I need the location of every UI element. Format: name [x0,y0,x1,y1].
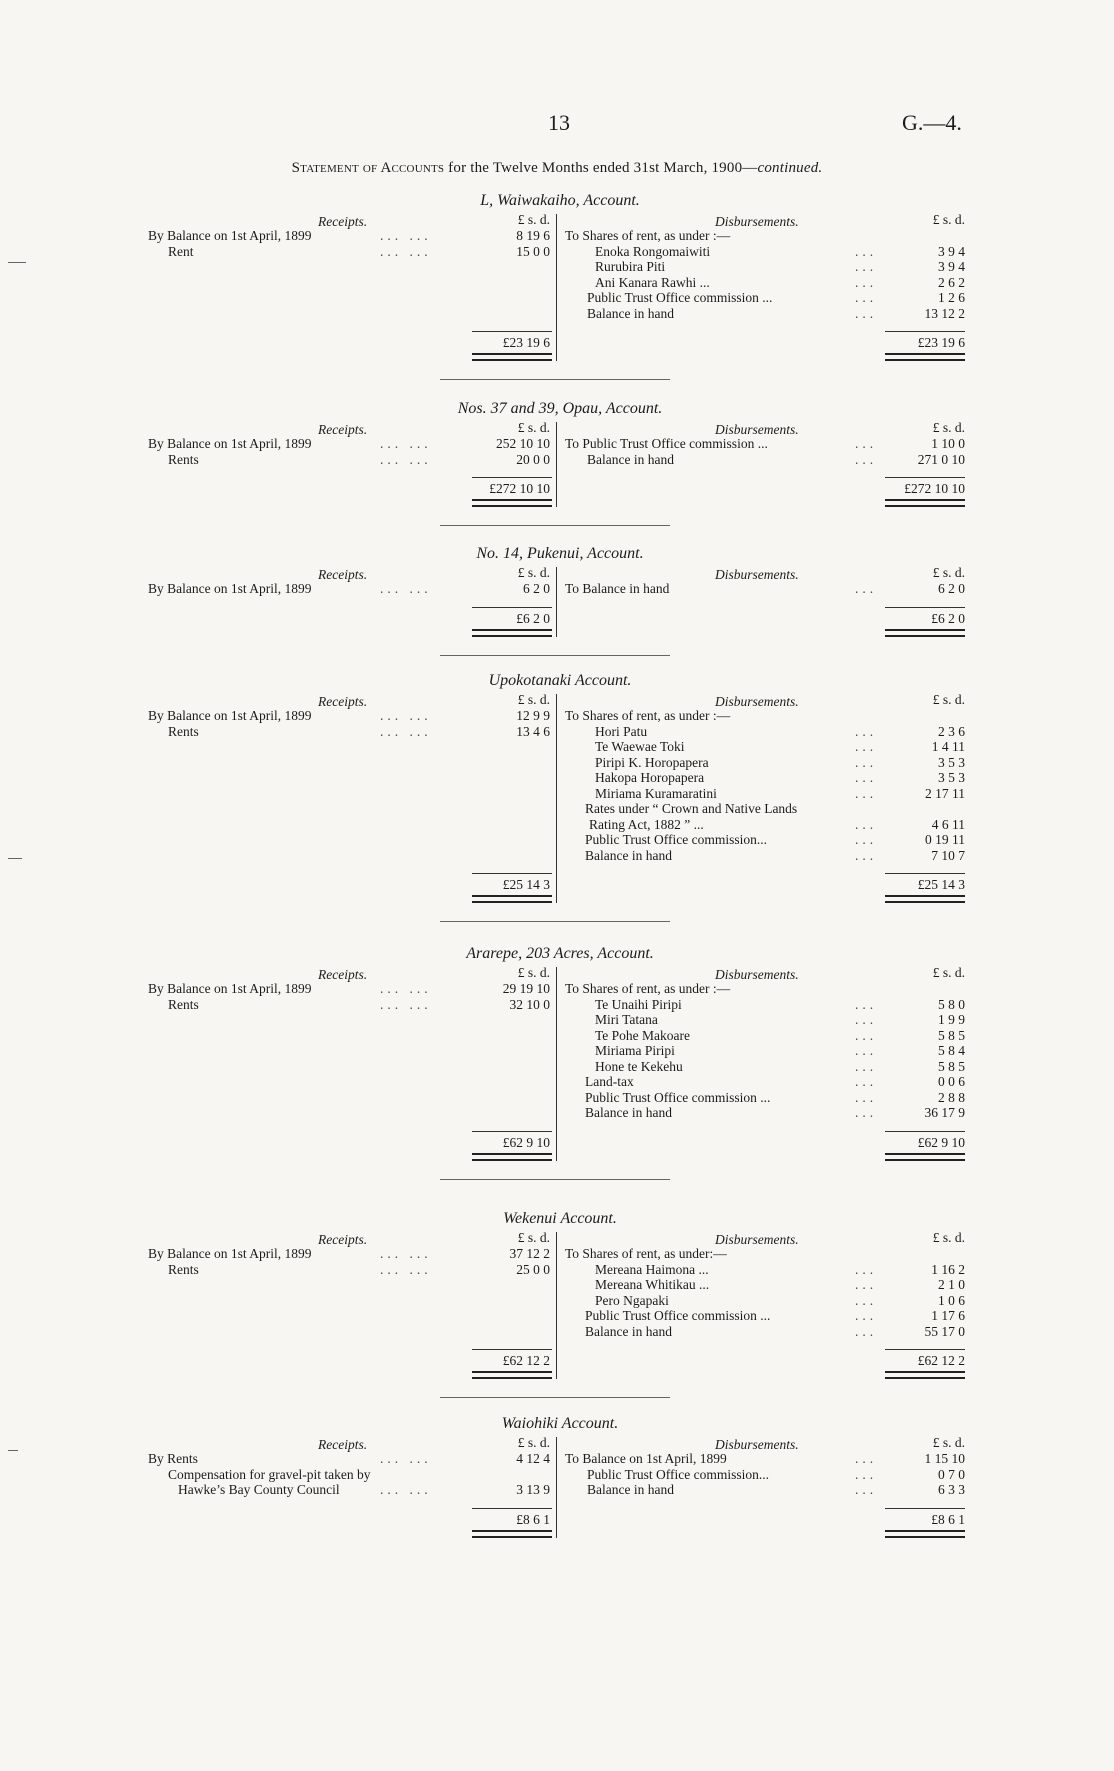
disbursement-label: Balance in hand [587,451,674,467]
receipt-amount: 29 19 10 [502,981,550,996]
receipts-heading: Receipts. [318,694,368,709]
leader-dots: ... ... [380,708,432,723]
account-title [360,1415,760,1433]
leader-dots: ... ... [380,1246,432,1261]
account-separator [440,655,670,656]
receipts-heading: Receipts. [318,422,368,437]
subtotal-rule-disbursements [885,331,965,332]
disbursements-total: £62 9 10 [917,1134,965,1150]
disbursement-label: Te Waewae Toki [595,739,685,754]
total-double-rule-disbursements [885,1530,965,1538]
receipts-heading: Receipts. [318,967,368,982]
disbursement-amount: 3 9 4 [938,243,965,259]
total-double-rule-receipts [472,1153,552,1161]
total-double-rule-disbursements [885,629,965,637]
disbursement-label: Public Trust Office commission... [585,832,768,847]
lsd-header-disbursements: £ s. d. [932,420,965,435]
disbursement-amount: 1 16 2 [931,1261,965,1277]
leader-dots: ... [855,1043,878,1058]
account-separator [440,1397,670,1398]
disbursement-label: To Shares of rent, as under :— [565,981,731,996]
lsd-header-receipts: £ s. d. [517,1230,550,1245]
subtotal-rule-receipts [472,873,552,874]
receipt-amount: 3 13 9 [516,1482,550,1497]
disbursement-label: Hori Patu [595,723,648,739]
disbursement-label: Balance in hand [585,847,672,863]
disbursement-label: Te Unaihi Piripi [595,996,682,1012]
receipt-label: Rents [168,1261,199,1277]
account-title-italic: Nos. [457,400,487,417]
leader-dots: ... [855,770,878,785]
receipts-total: £6 2 0 [516,610,550,626]
disbursement-amount: 1 15 10 [924,1451,965,1466]
disbursement-amount: 1 0 6 [938,1292,965,1308]
total-double-rule-receipts [472,499,552,507]
disbursement-label: Public Trust Office commission... [587,1466,770,1482]
receipt-label: By Balance on 1st April, 1899 [148,981,312,996]
leader-dots: ... ... [380,581,432,596]
leader-dots: ... ... [380,228,432,243]
disbursement-label: Miriama Kuramaratini [595,785,717,801]
leader-dots: ... ... [380,996,432,1012]
receipt-amount: 20 0 0 [516,451,550,467]
total-double-rule-receipts [472,1371,552,1379]
disbursement-amount: 0 7 0 [938,1466,965,1482]
subtotal-rule-disbursements [885,607,965,608]
disbursement-label: Public Trust Office commission ... [587,290,773,305]
disbursement-amount: 1 2 6 [938,290,965,305]
leader-dots: ... [855,754,878,770]
receipt-amount: 25 0 0 [516,1261,550,1277]
column-divider [556,967,557,1161]
page-reference: G.—4. [902,110,962,135]
leader-dots: ... [855,305,878,321]
leader-dots: ... [855,1261,878,1277]
receipt-label: Rent [168,243,194,259]
disbursements-total: £25 14 3 [917,877,965,892]
disbursement-label: To Balance in hand [565,581,670,596]
disbursements-total: £272 10 10 [904,481,965,496]
page-number: 13 [548,110,570,135]
receipt-label: By Balance on 1st April, 1899 [148,1246,312,1261]
lsd-header-receipts: £ s. d. [517,565,550,580]
leader-dots: ... [855,1323,878,1339]
leader-dots: ... [855,1466,878,1482]
account-title-rest: Account. [556,1210,617,1227]
column-divider [556,1232,557,1379]
receipt-label: Hawke’s Bay County Council [178,1482,340,1497]
total-double-rule-disbursements [885,353,965,361]
lsd-header-disbursements: £ s. d. [932,1435,965,1450]
disbursements-heading: Disbursements. [715,1232,799,1247]
disbursement-label: Balance in hand [587,1482,674,1497]
account-title-rest: Account. [571,672,632,689]
account-title-rest: Account. [558,1415,619,1432]
receipt-amount: 37 12 2 [509,1246,550,1261]
subtotal-rule-disbursements [885,1508,965,1509]
leader-dots: ... ... [380,1261,432,1277]
receipts-heading: Receipts. [318,1232,368,1247]
account-title-italic: L, Waiwakaiho, [480,192,580,209]
disbursement-amount: 7 10 7 [931,847,965,863]
disbursement-label: Rates under “ Crown and Native Lands [585,801,798,816]
disbursement-label: Balance in hand [585,1323,672,1339]
receipts-heading: Receipts. [318,567,368,582]
leader-dots: ... [855,1089,878,1105]
leader-dots: ... ... [380,436,432,451]
lsd-header-disbursements: £ s. d. [932,965,965,980]
receipts-total: £25 14 3 [502,877,550,892]
column-divider [556,214,557,361]
receipt-amount: 252 10 10 [496,436,550,451]
column-divider [556,694,557,903]
disbursement-label: Pero Ngapaki [595,1292,669,1308]
disbursement-label: To Public Trust Office commission ... [565,436,768,451]
margin-mark [8,1450,18,1451]
disbursement-amount: 55 17 0 [924,1323,965,1339]
lsd-header-receipts: £ s. d. [517,1435,550,1450]
leader-dots: ... ... [380,981,432,996]
disbursements-heading: Disbursements. [715,967,799,982]
total-double-rule-disbursements [885,499,965,507]
account-separator [440,379,670,380]
total-double-rule-receipts [472,895,552,903]
total-double-rule-receipts [472,1530,552,1538]
disbursement-label: Public Trust Office commission ... [585,1308,771,1323]
disbursement-amount: 3 5 3 [938,770,965,785]
disbursement-label: Mereana Whitikau ... [595,1277,710,1292]
margin-mark [8,858,22,859]
total-double-rule-receipts [472,353,552,361]
receipts-total: £272 10 10 [489,481,550,496]
leader-dots: ... [855,274,878,290]
disbursement-label: Miri Tatana [595,1012,658,1027]
total-double-rule-disbursements [885,895,965,903]
leader-dots: ... [855,739,878,754]
disbursement-label: Land-tax [585,1074,634,1089]
disbursement-label: To Balance on 1st April, 1899 [565,1451,727,1466]
account-title-rest: Account. [579,192,640,209]
leader-dots: ... [855,1308,878,1323]
disbursement-amount: 1 4 11 [931,739,965,754]
leader-dots: ... [855,451,878,467]
subtotal-rule-disbursements [885,1349,965,1350]
receipt-amount: 6 2 0 [523,581,550,596]
disbursement-amount: 2 1 0 [938,1277,965,1292]
receipt-amount: 13 4 6 [516,723,550,739]
account-title-rest: 37 and 39, Opau, Account. [486,400,663,417]
lsd-header-disbursements: £ s. d. [932,692,965,707]
receipts-heading: Receipts. [318,214,368,229]
receipt-label: By Rents [148,1451,198,1466]
leader-dots: ... [855,290,878,305]
receipts-heading: Receipts. [318,1437,368,1452]
leader-dots: ... [855,259,878,274]
subtotal-rule-receipts [472,477,552,478]
total-double-rule-receipts [472,629,552,637]
disbursement-amount: 36 17 9 [924,1105,965,1120]
disbursement-label: Rating Act, 1882 ” ... [589,816,704,832]
disbursement-amount: 0 0 6 [938,1074,965,1089]
disbursement-amount: 1 9 9 [938,1012,965,1027]
leader-dots: ... [855,1292,878,1308]
subtotal-rule-disbursements [885,1131,965,1132]
leader-dots: ... [855,1074,878,1089]
disbursement-label: Piripi K. Horopapera [595,754,709,770]
disbursements-total: £8 6 1 [931,1511,965,1527]
disbursement-amount: 271 0 10 [917,451,965,467]
disbursement-amount: 1 17 6 [931,1308,965,1323]
receipt-label: Rents [168,996,199,1012]
disbursement-label: To Shares of rent, as under:— [565,1246,727,1261]
leader-dots: ... [855,816,878,832]
statement-heading [0,160,1114,177]
lsd-header-receipts: £ s. d. [517,420,550,435]
account-title [360,192,760,210]
account-separator [440,1179,670,1180]
disbursement-amount: 2 8 8 [938,1089,965,1105]
disbursement-label: Balance in hand [587,305,674,321]
subtotal-rule-receipts [472,331,552,332]
disbursement-amount: 5 8 0 [938,996,965,1012]
heading-small-caps: Statement of Accounts [291,160,445,176]
leader-dots: ... [855,436,878,451]
receipts-total: £62 9 10 [502,1134,550,1150]
disbursements-heading: Disbursements. [715,567,799,582]
disbursement-amount: 3 9 4 [938,259,965,274]
account-title-rest: 14, Pukenui, Account. [499,545,644,562]
heading-text: for the Twelve Months ended 31st March, 1900— [444,160,758,176]
disbursement-amount: 2 3 6 [938,723,965,739]
disbursement-amount: 3 5 3 [938,754,965,770]
leader-dots: ... [855,723,878,739]
leader-dots: ... [855,847,878,863]
receipt-amount: 8 19 6 [516,228,550,243]
leader-dots: ... [855,1027,878,1043]
lsd-header-receipts: £ s. d. [517,965,550,980]
lsd-header-receipts: £ s. d. [517,692,550,707]
leader-dots: ... [855,1451,878,1466]
disbursements-total: £6 2 0 [931,610,965,626]
disbursement-label: To Shares of rent, as under :— [565,228,731,243]
column-divider [556,422,557,507]
receipt-label: By Balance on 1st April, 1899 [148,228,312,243]
disbursement-amount: 5 8 4 [938,1043,965,1058]
leader-dots: ... [855,785,878,801]
total-double-rule-disbursements [885,1371,965,1379]
disbursement-label: Hone te Kekehu [595,1058,683,1074]
leader-dots: ... [855,1058,878,1074]
receipt-amount: 32 10 0 [509,996,550,1012]
column-divider [556,1437,557,1538]
disbursement-amount: 13 12 2 [924,305,965,321]
subtotal-rule-receipts [472,1349,552,1350]
receipt-label: Rents [168,451,199,467]
receipts-total: £23 19 6 [502,335,550,350]
account-title-italic: Ararepe, [466,945,523,962]
leader-dots: ... [855,832,878,847]
disbursement-label: Hakopa Horopapera [595,770,705,785]
receipts-total: £62 12 2 [502,1353,550,1368]
disbursement-label: Balance in hand [585,1105,672,1120]
leader-dots: ... ... [380,723,432,739]
disbursement-amount: 4 6 11 [931,816,965,832]
account-title [360,545,760,563]
total-double-rule-disbursements [885,1153,965,1161]
leader-dots: ... [855,996,878,1012]
leader-dots: ... ... [380,1451,432,1466]
subtotal-rule-receipts [472,1508,552,1509]
leader-dots: ... [855,581,878,596]
disbursement-amount: 5 8 5 [938,1027,965,1043]
disbursement-label: To Shares of rent, as under :— [565,708,731,723]
leader-dots: ... [855,1012,878,1027]
disbursements-heading: Disbursements. [715,694,799,709]
account-title [360,672,760,690]
lsd-header-disbursements: £ s. d. [932,212,965,227]
account-title [360,400,760,418]
lsd-header-disbursements: £ s. d. [932,565,965,580]
lsd-header-disbursements: £ s. d. [932,1230,965,1245]
subtotal-rule-disbursements [885,873,965,874]
receipt-amount: 12 9 9 [516,708,550,723]
disbursement-label: Ani Kanara Rawhi ... [595,274,710,290]
disbursements-total: £62 12 2 [917,1353,965,1368]
disbursement-amount: 6 3 3 [938,1482,965,1497]
receipt-label: Compensation for gravel-pit taken by [168,1466,371,1482]
disbursement-label: Enoka Rongomaiwiti [595,243,711,259]
subtotal-rule-receipts [472,607,552,608]
subtotal-rule-disbursements [885,477,965,478]
leader-dots: ... ... [380,451,432,467]
account-separator [440,921,670,922]
leader-dots: ... [855,1277,878,1292]
disbursement-amount: 6 2 0 [938,581,965,596]
receipt-amount: 15 0 0 [516,243,550,259]
receipt-label: By Balance on 1st April, 1899 [148,581,312,596]
disbursement-label: Rurubira Piti [595,259,666,274]
disbursements-heading: Disbursements. [715,422,799,437]
lsd-header-receipts: £ s. d. [517,212,550,227]
disbursement-amount: 2 6 2 [938,274,965,290]
account-title-italic: Wekenui [503,1210,557,1227]
account-title-italic: Waiohiki [501,1415,559,1432]
receipt-label: By Balance on 1st April, 1899 [148,436,312,451]
disbursement-amount: 1 10 0 [931,436,965,451]
margin-mark [8,262,26,263]
disbursement-amount: 2 17 11 [925,785,965,801]
heading-italic: continued. [757,160,823,176]
disbursements-heading: Disbursements. [715,214,799,229]
account-title-rest: 203 Acres, Account. [522,945,654,962]
subtotal-rule-receipts [472,1131,552,1132]
account-title-italic: Upokotanaki [488,672,572,689]
leader-dots: ... ... [380,1482,432,1497]
account-title [360,1210,760,1228]
receipt-label: By Balance on 1st April, 1899 [148,708,312,723]
account-separator [440,525,670,526]
disbursements-heading: Disbursements. [715,1437,799,1452]
disbursement-label: Te Pohe Makoare [595,1027,691,1043]
account-title-italic: No. [476,545,500,562]
leader-dots: ... ... [380,243,432,259]
disbursement-amount: 5 8 5 [938,1058,965,1074]
receipt-label: Rents [168,723,199,739]
leader-dots: ... [855,1482,878,1497]
receipts-total: £8 6 1 [516,1511,550,1527]
leader-dots: ... [855,243,878,259]
disbursement-label: Miriama Piripi [595,1043,675,1058]
column-divider [556,567,557,637]
receipt-amount: 4 12 4 [516,1451,550,1466]
disbursements-total: £23 19 6 [917,335,965,350]
disbursement-label: Public Trust Office commission ... [585,1089,771,1105]
disbursement-amount: 0 19 11 [925,832,965,847]
account-title [360,945,760,963]
leader-dots: ... [855,1105,878,1120]
disbursement-label: Mereana Haimona ... [595,1261,709,1277]
